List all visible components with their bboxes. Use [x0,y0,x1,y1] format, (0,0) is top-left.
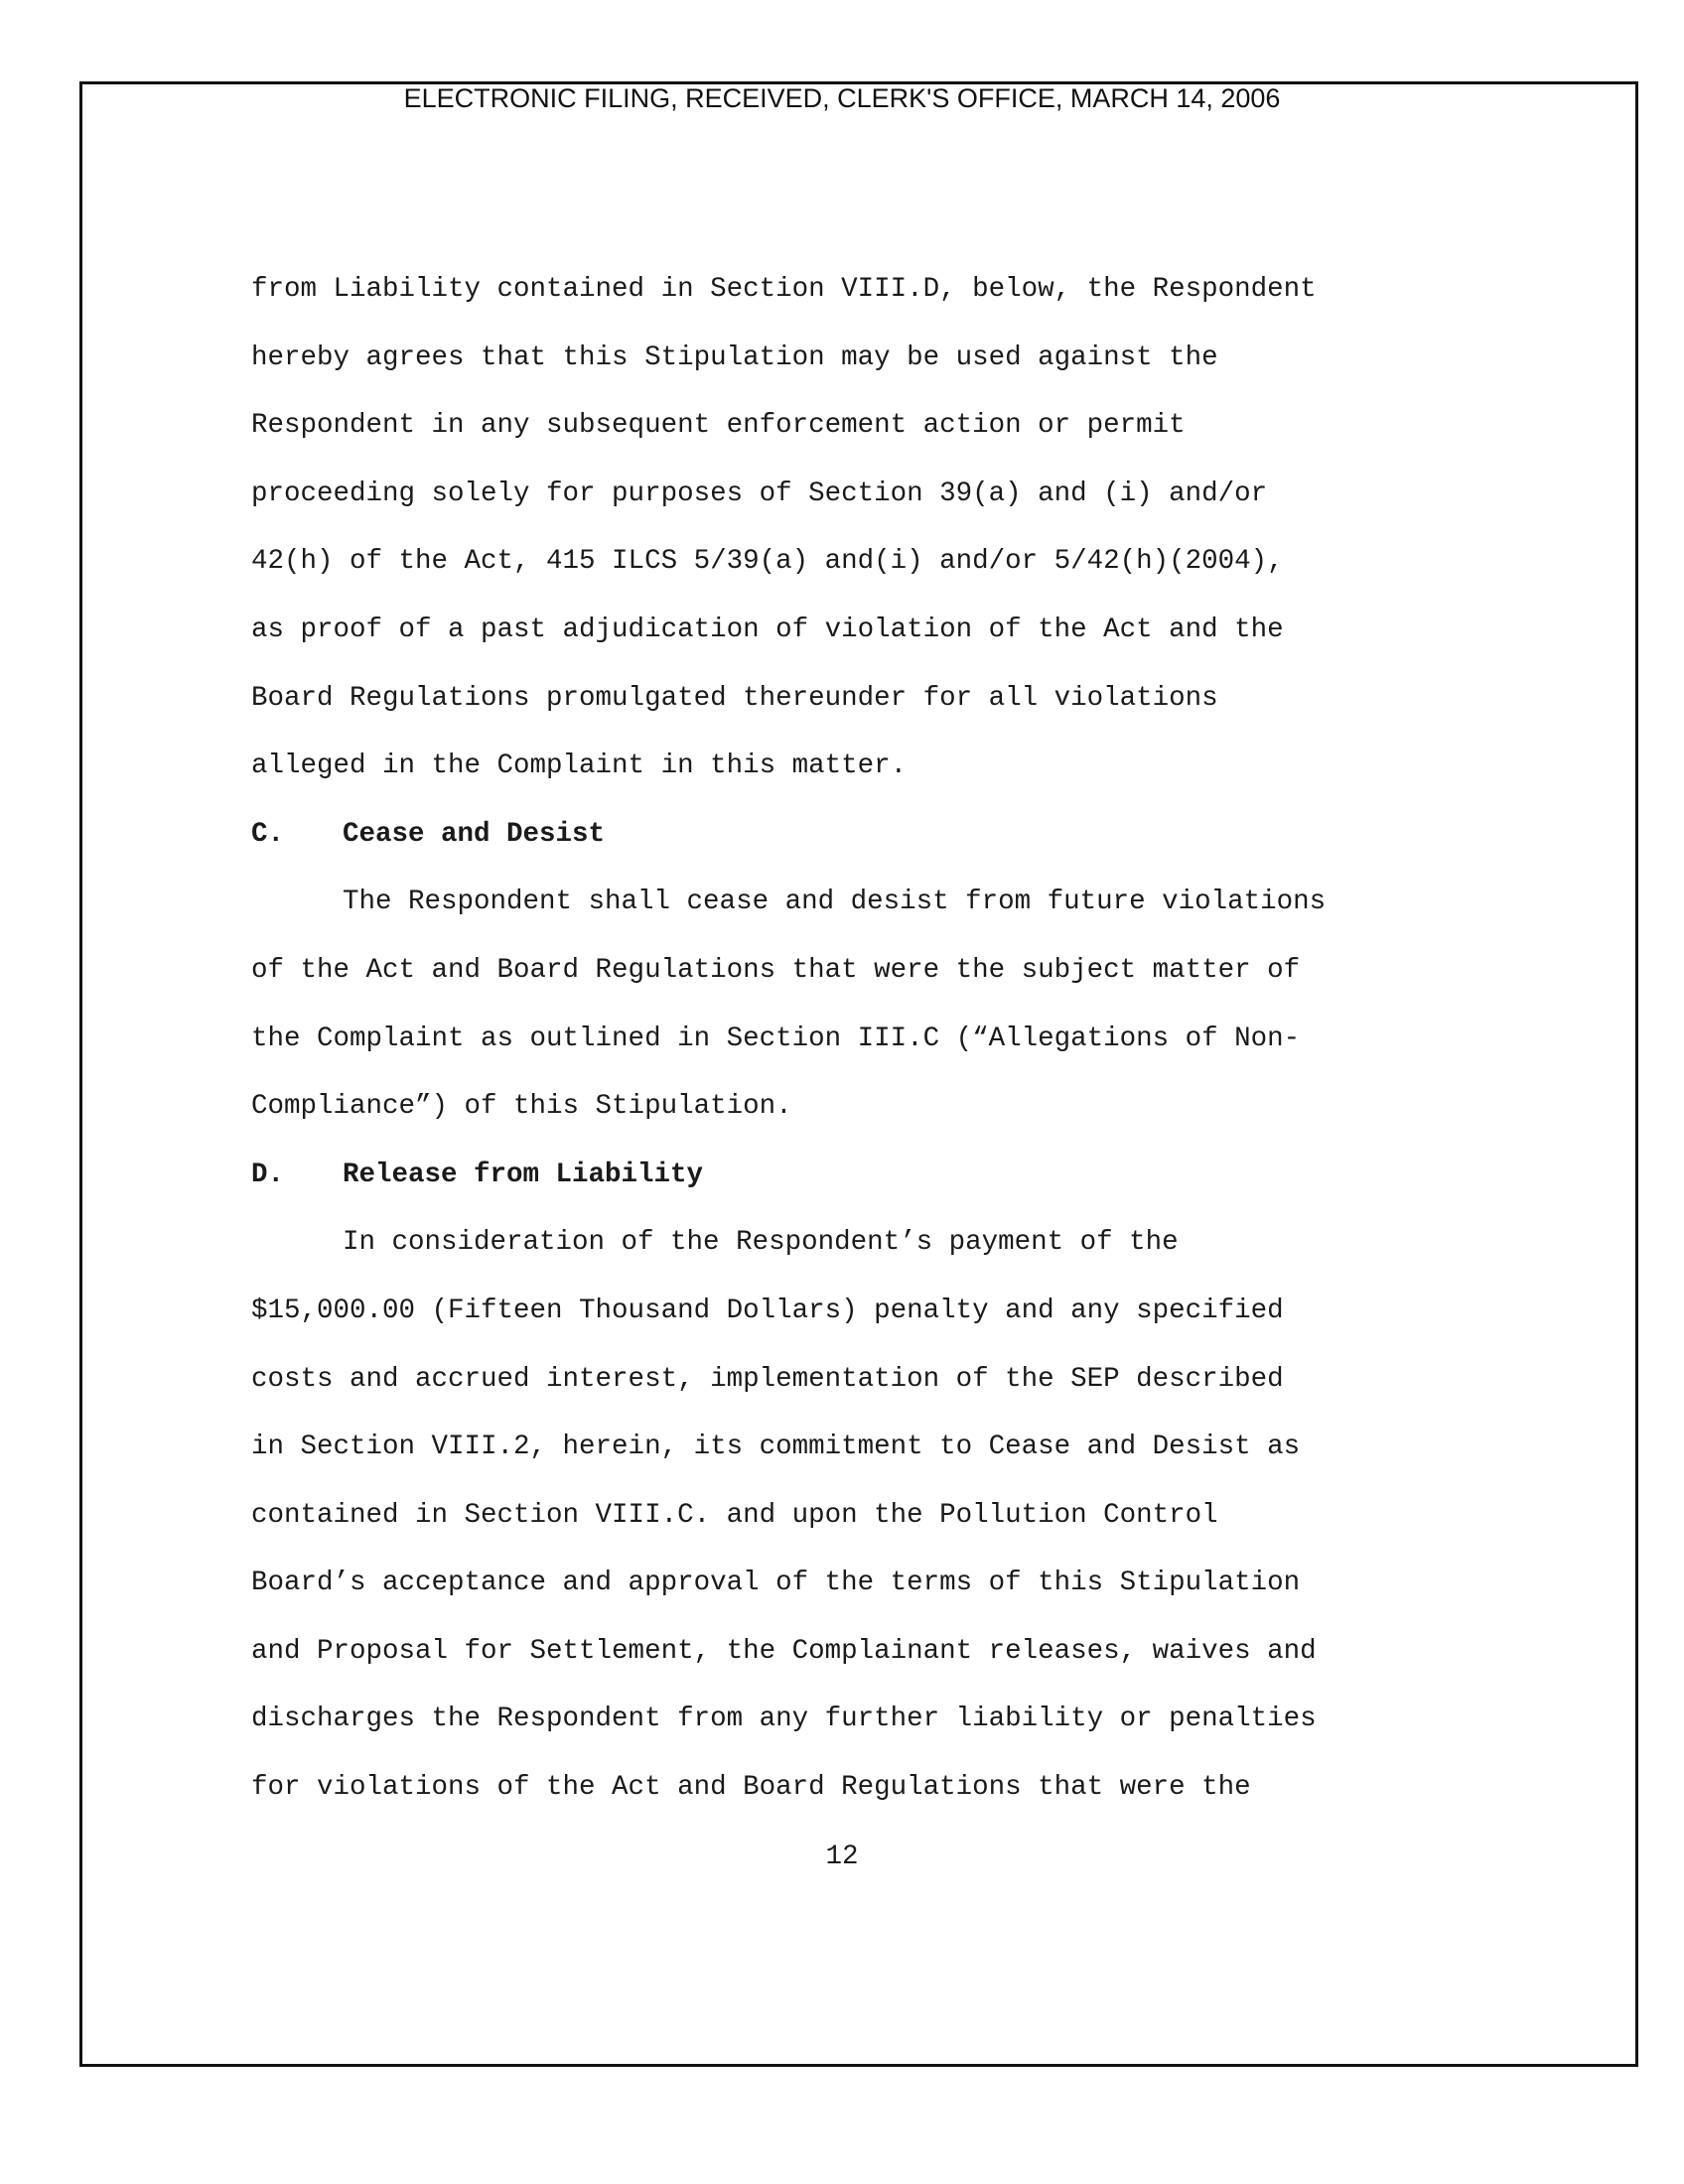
body-line: proceeding solely for purposes of Section 39(a) and (i) and/or [251,478,1268,509]
body-line: of the Act and Board Regulations that were the subject matter of [251,954,1301,986]
body-line: Respondent in any subsequent enforcement action or permit [251,410,1186,442]
body-line: Board Regulations promulgated thereunder for all violations [251,682,1218,714]
body-line: alleged in the Complaint in this matter. [251,751,908,782]
section-title: Release from Liability [343,1159,704,1190]
body-line: costs and accrued interest, implementation of the SEP described [251,1363,1284,1395]
body-line: in Section VIII.2, herein, its commitment to Cease and Desist as [251,1432,1301,1463]
section-letter: D. [251,1159,285,1190]
body-line: as proof of a past adjudication of violation of the Act and the [251,614,1284,645]
body-line: from Liability contained in Section VIII.D, below, the Respondent [251,274,1317,305]
body-line: the Complaint as outlined in Section III.C (“Allegations of Non- [251,1023,1301,1054]
body-line: discharges the Respondent from any further liability or penalties [251,1704,1317,1735]
page-number: 12 [825,1842,859,1872]
section-heading-release-from-liability [251,1142,1473,1210]
body-line: The Respondent shall cease and desist from future violations [343,887,1327,918]
body-line: $15,000.00 (Fifteen Thousand Dollars) penalty and any specified [251,1295,1284,1326]
body-line: for violations of the Act and Board Regulations that were the [251,1772,1251,1804]
body-line: and Proposal for Settlement, the Complainant releases, waives and [251,1635,1317,1667]
body-line: In consideration of the Respondent’s payment of the [343,1227,1179,1259]
section-letter: C. [251,818,285,850]
document-body [251,256,1473,1823]
body-line: 42(h) of the Act, 415 ILCS 5/39(a) and(i) and/or 5/42(h)(2004), [251,546,1284,578]
filing-stamp: ELECTRONIC FILING, RECEIVED, CLERK'S OFFICE, MARCH 14, 2006 [403,83,1281,113]
body-line: hereby agrees that this Stipulation may be used against the [251,341,1218,373]
body-line: Compliance”) of this Stipulation. [251,1091,792,1123]
section-title: Cease and Desist [343,818,606,850]
body-line: contained in Section VIII.C. and upon the Pollution Control [251,1499,1218,1531]
section-heading-cease-and-desist [251,801,1473,870]
body-line: Board’s acceptance and approval of the terms of this Stipulation [251,1568,1301,1599]
